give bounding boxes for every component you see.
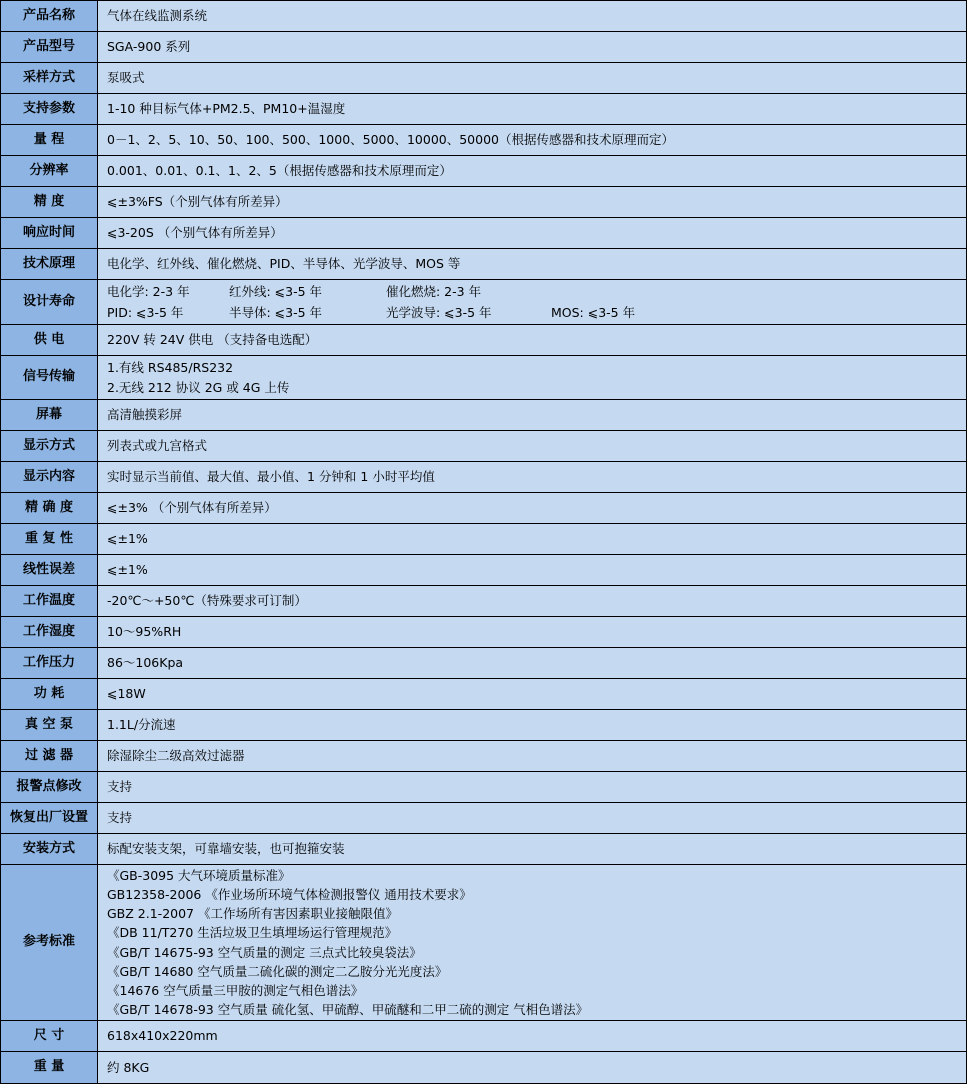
reference-standard-item: GBZ 2.1-2007 《工作场所有害因素职业接触限值》	[107, 906, 398, 922]
spec-label: 设计寿命	[1, 280, 98, 324]
spec-label: 供 电	[1, 325, 98, 355]
spec-row-sampling	[1, 63, 966, 94]
spec-value: ⩽±1%	[107, 562, 148, 577]
spec-value: 1.1L/分流速	[107, 717, 176, 732]
spec-label: 工作压力	[1, 648, 98, 678]
spec-label: 重 复 性	[1, 524, 98, 554]
spec-label: 工作温度	[1, 586, 98, 616]
spec-value: SGA-900 系列	[107, 39, 191, 54]
spec-label: 信号传输	[1, 356, 98, 399]
reference-standard-item: 《GB/T 14680 空气质量二硫化碳的测定二乙胺分光光度法》	[107, 963, 448, 979]
spec-value: -20℃～+50℃（特殊要求可订制）	[107, 593, 307, 608]
spec-label: 量 程	[1, 125, 98, 155]
spec-label: 报警点修改	[1, 772, 98, 802]
spec-row-resolution	[1, 156, 966, 187]
spec-row-operating-pressure	[1, 648, 966, 679]
spec-value: 0－1、2、5、10、50、100、500、1000、5000、10000、50000（根据传感器和技术原理而定）	[107, 132, 674, 147]
spec-label: 尺 寸	[1, 1021, 98, 1051]
spec-row-response-time	[1, 218, 966, 249]
spec-value: 标配安装支架，可靠墙安装，也可抱箍安装	[107, 841, 345, 856]
spec-row-factory-reset	[1, 803, 966, 834]
spec-row-reference-standards	[1, 865, 966, 1021]
reference-standard-item: 《14676 空气质量三甲胺的测定气相色谱法》	[107, 982, 364, 998]
spec-value: 列表式或九宫格式	[107, 438, 208, 453]
spec-label: 线性误差	[1, 555, 98, 585]
spec-value: 气体在线监测系统	[107, 8, 208, 23]
design-life-semiconductor: 半导体: ⩽3-5 年	[229, 305, 323, 320]
reference-standard-item: 《GB/T 14675-93 空气质量的测定 三点式比较臭袋法》	[107, 944, 422, 960]
spec-label: 参考标准	[1, 865, 98, 1020]
spec-value: 220V 转 24V 供电 （支持备电选配）	[107, 332, 318, 347]
spec-value: 约 8KG	[107, 1059, 150, 1075]
design-life-line-1	[107, 281, 960, 302]
spec-value: ⩽3-20S （个别气体有所差异）	[107, 225, 283, 240]
design-life-pid: PID: ⩽3-5 年	[107, 305, 184, 320]
spec-value: ⩽18W	[107, 686, 146, 701]
spec-label: 显示方式	[1, 431, 98, 461]
spec-value: 10～95%RH	[107, 624, 182, 639]
spec-row-parameters	[1, 94, 966, 125]
spec-row-screen	[1, 400, 966, 431]
spec-value: 泵吸式	[107, 70, 145, 85]
reference-standard-item: 《DB 11/T270 生活垃圾卫生填埋场运行管理规范》	[107, 925, 398, 941]
spec-row-installation	[1, 834, 966, 865]
spec-label: 功 耗	[1, 679, 98, 709]
spec-value: 86～106Kpa	[107, 655, 184, 670]
spec-row-model	[1, 32, 966, 63]
spec-row-power-supply	[1, 325, 966, 356]
spec-label: 精 确 度	[1, 493, 98, 523]
spec-row-alarm-point	[1, 772, 966, 803]
spec-row-power-consumption	[1, 679, 966, 710]
signal-line-wireless: 2.无线 212 协议 2G 或 4G 上传	[107, 379, 290, 395]
spec-label: 精 度	[1, 187, 98, 217]
spec-label: 工作湿度	[1, 617, 98, 647]
design-life-electrochemical: 电化学: 2-3 年	[107, 284, 190, 299]
spec-row-vacuum-pump	[1, 710, 966, 741]
design-life-infrared: 红外线: ⩽3-5 年	[229, 284, 323, 299]
design-life-mos: MOS: ⩽3-5 年	[551, 305, 636, 320]
spec-label: 恢复出厂设置	[1, 803, 98, 833]
reference-standard-item: 《GB/T 14678-93 空气质量 硫化氢、甲硫醇、甲硫醚和二甲二硫的测定 气相色谱法》	[107, 1002, 589, 1018]
spec-label: 技术原理	[1, 249, 98, 279]
spec-value: 0.001、0.01、0.1、1、2、5（根据传感器和技术原理而定）	[107, 163, 452, 178]
spec-row-signal-transmission	[1, 356, 966, 400]
spec-value: 支持	[107, 810, 133, 825]
spec-value: 1-10 种目标气体+PM2.5、PM10+温湿度	[107, 101, 346, 116]
spec-label: 产品名称	[1, 1, 98, 31]
spec-value: 电化学、红外线、催化燃烧、PID、半导体、光学波导、MOS 等	[107, 256, 461, 271]
reference-standard-item: GB12358-2006 《作业场所环境气体检测报警仪 通用技术要求》	[107, 886, 472, 902]
spec-row-operating-temperature	[1, 586, 966, 617]
spec-row-technology	[1, 249, 966, 280]
spec-label: 采样方式	[1, 63, 98, 93]
spec-value: ⩽±3% （个别气体有所差异）	[107, 500, 277, 515]
spec-row-range	[1, 125, 966, 156]
spec-row-repeatability	[1, 524, 966, 555]
design-life-line-2	[107, 302, 960, 323]
spec-row-accuracy	[1, 187, 966, 218]
spec-row-dimensions	[1, 1021, 966, 1052]
spec-label: 分辨率	[1, 156, 98, 186]
spec-row-operating-humidity	[1, 617, 966, 648]
spec-value: 实时显示当前值、最大值、最小值、1 分钟和 1 小时平均值	[107, 469, 435, 484]
spec-value: 618x410x220mm	[107, 1028, 218, 1043]
reference-standard-item: 《GB-3095 大气环境质量标准》	[107, 867, 291, 883]
spec-row-weight	[1, 1052, 966, 1083]
spec-label: 产品型号	[1, 32, 98, 62]
spec-label: 真 空 泵	[1, 710, 98, 740]
spec-value: 高清触摸彩屏	[107, 407, 183, 422]
spec-row-product-name	[1, 1, 966, 32]
spec-row-precision	[1, 493, 966, 524]
spec-label: 屏幕	[1, 400, 98, 430]
spec-row-display-mode	[1, 431, 966, 462]
spec-row-design-life	[1, 280, 966, 325]
spec-row-display-content	[1, 462, 966, 493]
spec-value: 支持	[107, 779, 133, 794]
design-life-optical: 光学波导: ⩽3-5 年	[386, 305, 492, 320]
design-life-catalytic: 催化燃烧: 2-3 年	[386, 284, 482, 299]
spec-label: 支持参数	[1, 94, 98, 124]
spec-label: 安装方式	[1, 834, 98, 864]
spec-label: 重 量	[1, 1052, 98, 1083]
spec-row-filter	[1, 741, 966, 772]
spec-value: 除湿除尘二级高效过滤器	[107, 748, 245, 763]
spec-value: ⩽±1%	[107, 531, 148, 546]
spec-label: 响应时间	[1, 218, 98, 248]
signal-line-wired: 1.有线 RS485/RS232	[107, 359, 234, 375]
spec-row-linearity-error	[1, 555, 966, 586]
spec-label: 过 滤 器	[1, 741, 98, 771]
spec-value: ⩽±3%FS（个别气体有所差异）	[107, 194, 288, 209]
spec-label: 显示内容	[1, 462, 98, 492]
